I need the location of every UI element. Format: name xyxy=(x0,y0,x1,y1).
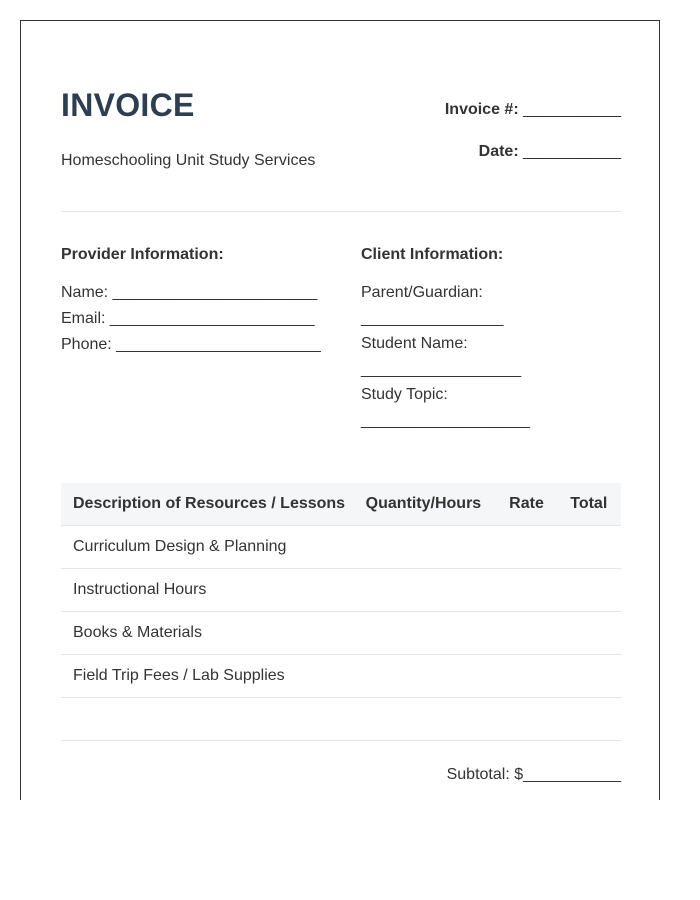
client-heading: Client Information: xyxy=(361,246,504,263)
row-total xyxy=(545,526,621,569)
table-header-row xyxy=(61,483,621,526)
client-student-label: Student Name: xyxy=(361,335,468,352)
client-info xyxy=(361,245,621,433)
column-header-rate: Rate xyxy=(484,483,545,526)
provider-info xyxy=(61,245,351,358)
table-row xyxy=(61,655,621,698)
row-description: Curriculum Design & Planning xyxy=(61,526,352,569)
row-total xyxy=(545,612,621,655)
invoice-page xyxy=(20,20,660,800)
row-total xyxy=(545,655,621,698)
row-total xyxy=(545,698,621,741)
row-quantity xyxy=(352,569,485,612)
invoice-number-field xyxy=(445,101,621,119)
row-description: Field Trip Fees / Lab Supplies xyxy=(61,655,352,698)
date-label: Date: xyxy=(478,143,519,160)
row-rate xyxy=(484,655,545,698)
client-student-blank: __________________ xyxy=(361,360,522,378)
row-quantity xyxy=(352,655,485,698)
column-header-description: Description of Resources / Lessons xyxy=(61,483,352,526)
provider-phone-line: Phone: _______________________ xyxy=(61,336,321,353)
row-rate xyxy=(484,612,545,655)
table-row xyxy=(61,612,621,655)
row-quantity xyxy=(352,698,485,741)
provider-heading: Provider Information: xyxy=(61,246,224,263)
row-rate xyxy=(484,698,545,741)
date-value: ___________ xyxy=(523,143,621,160)
row-description: Instructional Hours xyxy=(61,569,352,612)
header-divider xyxy=(61,211,621,212)
row-quantity xyxy=(352,612,485,655)
row-description xyxy=(61,698,352,741)
provider-name-line: Name: _______________________ xyxy=(61,284,318,301)
client-topic-label: Study Topic: xyxy=(361,386,448,403)
items-table xyxy=(61,483,621,741)
table-row xyxy=(61,569,621,612)
row-quantity xyxy=(352,526,485,569)
row-description: Books & Materials xyxy=(61,612,352,655)
column-header-quantity: Quantity/Hours xyxy=(352,483,485,526)
date-field xyxy=(479,143,621,161)
row-rate xyxy=(484,526,545,569)
invoice-subtitle: Homeschooling Unit Study Services xyxy=(61,152,316,169)
client-parent-blank: ________________ xyxy=(361,309,504,327)
invoice-number-value: ___________ xyxy=(523,101,621,118)
client-parent-label: Parent/Guardian: xyxy=(361,284,483,301)
column-header-total: Total xyxy=(545,483,621,526)
table-row xyxy=(61,698,621,741)
invoice-number-label: Invoice #: xyxy=(444,101,519,118)
table-row xyxy=(61,526,621,569)
subtotal-line: Subtotal: $___________ xyxy=(446,766,621,783)
page-title: INVOICE xyxy=(61,87,195,123)
row-total xyxy=(545,569,621,612)
provider-email-line: Email: _______________________ xyxy=(61,310,315,327)
row-rate xyxy=(484,569,545,612)
client-topic-blank: ___________________ xyxy=(361,411,531,429)
